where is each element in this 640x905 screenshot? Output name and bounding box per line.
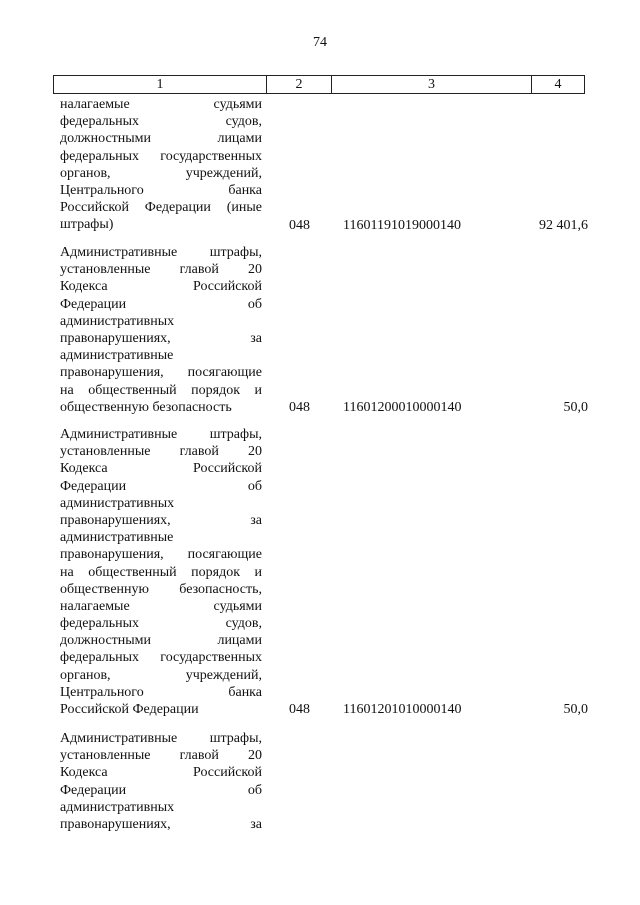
description-line: Административные штрафы, [60, 427, 262, 442]
description-line: общественную безопасность, [60, 581, 262, 597]
column-header-1: 1 [53, 76, 266, 93]
description-line: должностными лицами [60, 633, 262, 649]
description-line: Федерации об [60, 478, 262, 494]
amount: 50,0 [563, 701, 588, 717]
amount: 50,0 [563, 399, 588, 415]
table-header [53, 75, 585, 94]
description-line: установленные главой 20 [60, 748, 262, 764]
admin-code: 048 [289, 399, 310, 415]
description-line: на общественный порядок и [60, 382, 262, 398]
description-line: административные [60, 530, 174, 546]
description-line: административных [60, 495, 175, 511]
description-line: правонарушения, посягающие [60, 365, 262, 381]
description-line: административных [60, 313, 175, 329]
description-line: установленные главой 20 [60, 444, 262, 460]
description-line: Центрального банка [60, 182, 262, 198]
kbk-code: 11601201010000140 [343, 701, 462, 717]
column-header-4: 4 [531, 76, 585, 93]
description-line: Российской Федерации (иные [60, 200, 262, 216]
description-line: Федерации об [60, 296, 262, 312]
description-line: общественную безопасность [60, 399, 232, 415]
row-description [60, 96, 262, 234]
description-line: налагаемые судьями [60, 598, 262, 614]
description-line: должностными лицами [60, 131, 262, 147]
description-line: Кодекса Российской [60, 765, 262, 781]
kbk-code: 11601200010000140 [343, 399, 462, 415]
amount: 92 401,6 [539, 217, 588, 233]
description-line: органов, учреждений, [60, 667, 262, 683]
kbk-code: 11601191019000140 [343, 217, 461, 233]
description-line: на общественный порядок и [60, 564, 262, 580]
description-line: Центрального банка [60, 684, 262, 700]
description-line: правонарушениях, за [60, 330, 262, 346]
description-line: Кодекса Российской [60, 461, 262, 477]
description-line: административные [60, 348, 174, 364]
description-line: административных [60, 799, 175, 815]
description-line: Административные штрафы, [60, 731, 262, 746]
description-line: Федерации об [60, 782, 262, 798]
table-row [60, 426, 588, 718]
description-line: федеральных судов, [60, 114, 262, 130]
table-row [60, 730, 588, 834]
row-description [60, 730, 262, 833]
description-line: Административные штрафы, [60, 245, 262, 260]
table-row [60, 244, 588, 416]
description-line: правонарушениях, за [60, 816, 262, 832]
description-line: федеральных судов, [60, 616, 262, 632]
description-line: правонарушениях, за [60, 512, 262, 528]
description-line: установленные главой 20 [60, 262, 262, 278]
description-line: налагаемые судьями [60, 97, 262, 112]
description-line: Российской Федерации [60, 702, 199, 717]
admin-code: 048 [289, 217, 310, 233]
description-line: федеральных государственных [60, 148, 262, 164]
admin-code: 048 [289, 701, 310, 717]
description-line: федеральных государственных [60, 650, 262, 666]
description-line: штрафы) [60, 217, 114, 233]
description-line: Кодекса Российской [60, 279, 262, 295]
row-description [60, 244, 262, 416]
description-line: органов, учреждений, [60, 165, 262, 181]
column-header-3: 3 [331, 76, 531, 93]
column-header-2: 2 [266, 76, 331, 93]
row-description [60, 426, 262, 718]
page-number: 74 [313, 35, 327, 50]
description-line: правонарушения, посягающие [60, 547, 262, 563]
table-row [60, 96, 588, 234]
